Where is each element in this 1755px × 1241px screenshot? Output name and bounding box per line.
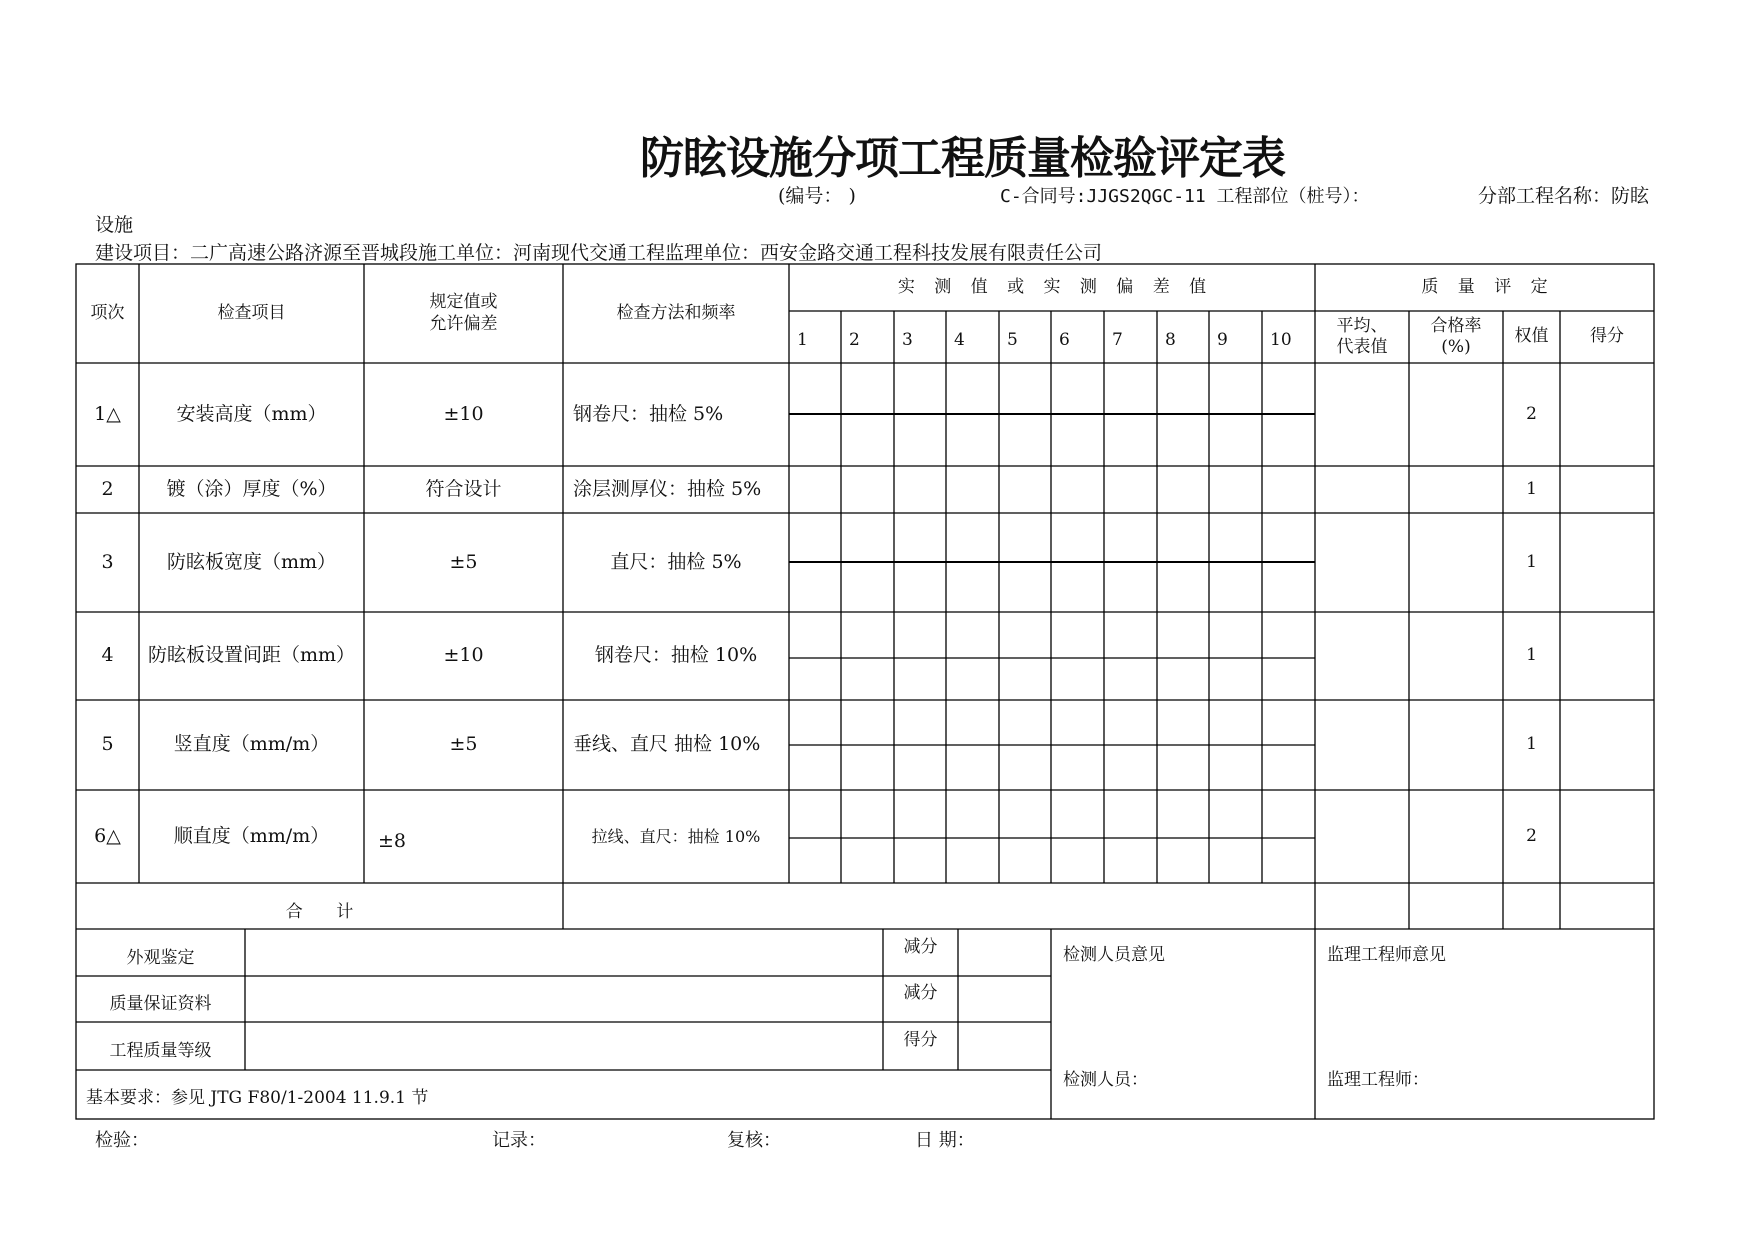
col-header-avg-line2: 代表值 [1336, 337, 1388, 357]
col-header-pass-line2: (%) [1441, 337, 1471, 357]
measure-col-header: 1 [797, 330, 808, 351]
footer-review: 复核： [727, 1130, 781, 1151]
measure-col-header: 5 [1007, 330, 1018, 351]
row-check-item: 安装高度（mm） [176, 402, 327, 425]
measure-col-header: 7 [1112, 330, 1123, 351]
col-header-pass-line1: 合格率 [1430, 315, 1482, 336]
col-header-quality: 质 量 评 定 [1421, 276, 1548, 297]
row-item-no: 1△ [94, 402, 121, 425]
measure-col-header: 10 [1270, 330, 1292, 351]
row-method: 涂层测厚仪：抽检 5% [573, 477, 762, 500]
row-item-no: 4 [101, 644, 114, 667]
row-spec: ±10 [443, 402, 484, 425]
measure-col-header: 6 [1059, 330, 1070, 351]
col-header-avg [1315, 311, 1409, 363]
col-header-spec-line1: 规定值或 [429, 292, 498, 313]
row-method: 垂线、直尺 抽检 10% [573, 733, 761, 756]
measure-col-header: 3 [902, 330, 913, 351]
col-header-avg-line1: 平均、 [1336, 315, 1388, 336]
col-header-measured: 实 测 值 或 实 测 偏 差 值 [897, 276, 1207, 297]
row-method: 钢卷尺：抽检 5% [573, 402, 724, 425]
inspector-opinion: 检测人员意见 [1063, 945, 1165, 965]
row-spec: ±8 [378, 829, 407, 852]
row-method: 拉线、直尺：抽检 10% [591, 826, 761, 846]
row-method: 直尺：抽检 5% [610, 550, 742, 573]
division-name: 分部工程名称：防眩 [1478, 185, 1650, 207]
footer-check: 检验： [95, 1130, 149, 1151]
contract-number: C-合同号:JJGS2QGC-11 工程部位（桩号）： [1000, 186, 1370, 207]
col-header-check-item: 检查项目 [217, 302, 286, 323]
supervisor-opinion: 监理工程师意见 [1327, 945, 1446, 965]
measure-col-header: 9 [1217, 330, 1228, 351]
col-header-method: 检查方法和频率 [616, 302, 736, 323]
row-item-no: 6△ [94, 824, 121, 847]
row-spec: ±5 [449, 550, 478, 573]
row-item-no: 5 [101, 733, 114, 756]
supervisor-signature: 监理工程师： [1327, 1070, 1429, 1090]
row-item-no: 2 [101, 477, 114, 500]
quality-docs-label: 质量保证资料 [109, 994, 212, 1015]
row-item-no: 3 [101, 550, 114, 573]
measure-col-header: 8 [1165, 330, 1176, 351]
row-spec: ±5 [449, 733, 478, 756]
row-weight: 2 [1526, 825, 1537, 846]
row-check-item: 防眩板设置间距（mm） [147, 644, 356, 667]
col-header-spec-line2: 允许偏差 [429, 313, 498, 334]
row-weight: 1 [1526, 478, 1537, 499]
appearance-label: 外观鉴定 [126, 947, 195, 968]
col-header-score: 得分 [1590, 326, 1624, 347]
row-check-item: 顺直度（mm/m） [173, 824, 330, 847]
row-weight: 1 [1526, 645, 1537, 666]
project-line: 建设项目：二广高速公路济源至晋城段施工单位：河南现代交通工程监理单位：西安金路交通工程科技发展有限责任公司 [95, 242, 1103, 264]
footer-date: 日 期： [915, 1130, 975, 1151]
division-name-cont: 设施 [95, 214, 134, 236]
total-label: 合 计 [285, 902, 354, 923]
row-check-item: 镀（涂）厚度（%） [166, 477, 337, 500]
inspector-signature: 检测人员： [1063, 1070, 1148, 1090]
deduct-label-2: 减分 [903, 983, 938, 1004]
row-check-item: 竖直度（mm/m） [173, 733, 330, 756]
measure-col-header: 2 [849, 330, 860, 351]
row-method: 钢卷尺：抽检 10% [594, 644, 758, 667]
row-spec: 符合设计 [425, 477, 502, 500]
basic-requirement: 基本要求：参见 JTG F80/1-2004 11.9.1 节 [86, 1088, 429, 1109]
measure-col-header: 4 [954, 330, 965, 351]
col-header-weight: 权值 [1514, 326, 1549, 347]
row-check-item: 防眩板宽度（mm） [166, 550, 337, 573]
row-weight: 1 [1526, 734, 1537, 755]
deduct-label-1: 减分 [903, 936, 938, 957]
grade-label: 工程质量等级 [109, 1041, 212, 1062]
col-header-item-no: 项次 [90, 302, 125, 323]
form-number: (编号： ) [778, 185, 856, 207]
col-header-pass-rate [1409, 311, 1503, 363]
score-label: 得分 [903, 1030, 938, 1051]
footer-record: 记录： [492, 1130, 546, 1151]
row-weight: 1 [1526, 551, 1537, 572]
row-spec: ±10 [443, 644, 484, 667]
row-weight: 2 [1526, 403, 1537, 424]
col-header-spec [364, 264, 563, 363]
form-title: 防眩设施分项工程质量检验评定表 [640, 133, 1285, 184]
